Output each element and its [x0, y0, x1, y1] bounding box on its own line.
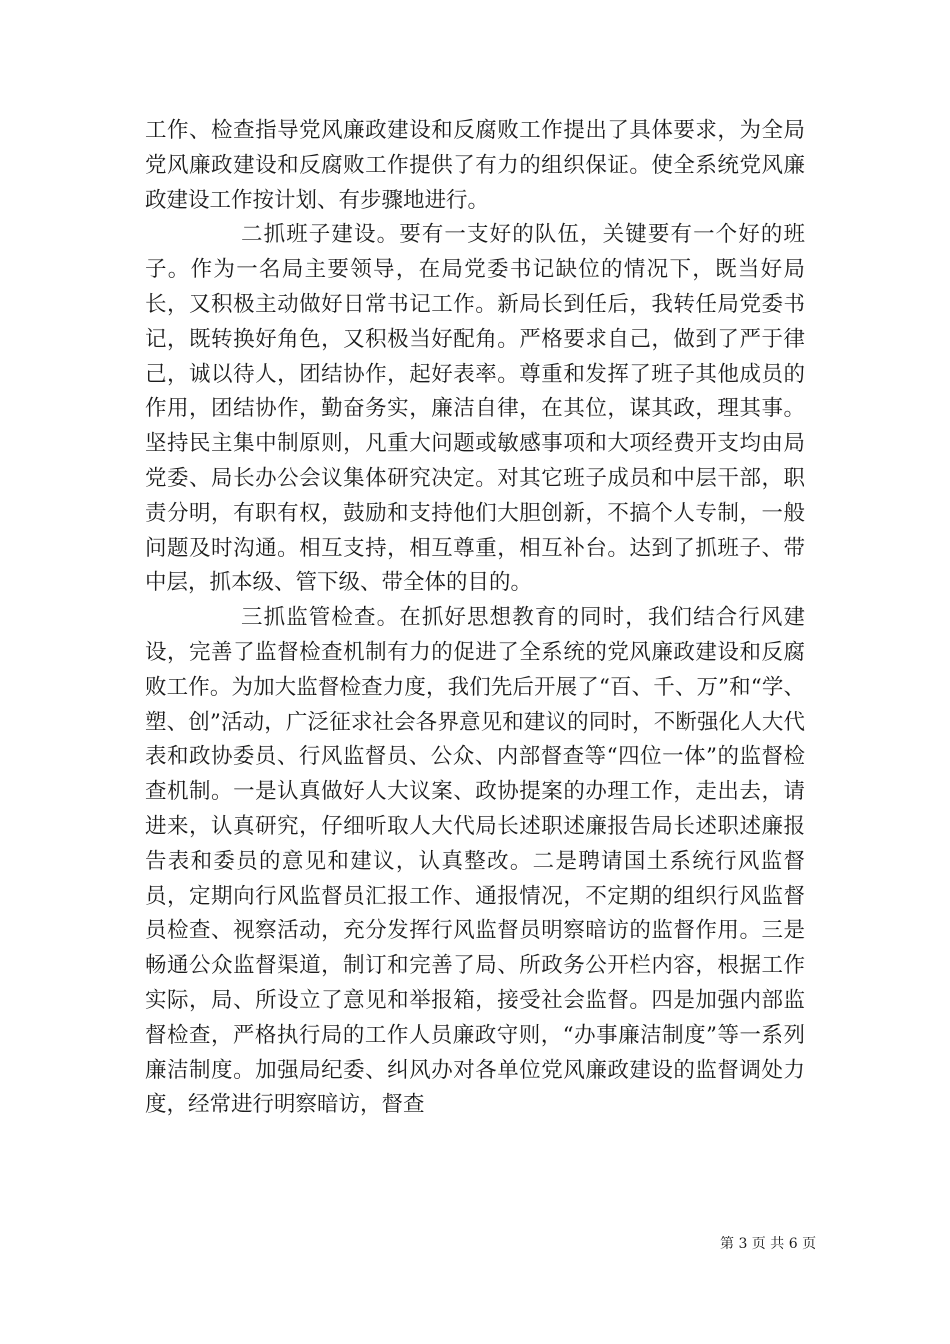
document-body: [145, 114, 805, 1123]
paragraph-team-building: 二抓班子建设。要有一支好的队伍，关键要有一个好的班子。作为一名局主要领导，在局党委书记缺位的情况下，既当好局长，又积极主动做好日常书记工作。新局长到任后，我转任局党委书记，既转换好角色，又积极当好配角。严格要求自己，做到了严于律己，诚以待人，团结协作，起好表率。尊重和发挥了班子其他成员的作用，团结协作，勤奋务实，廉洁自律，在其位，谋其政，理其事。坚持民主集中制原则，凡重大问题或敏感事项和大项经费开支均由局党委、局长办公会议集体研究决定。对其它班子成员和中层干部，职责分明，有职有权，鼓励和支持他们大胆创新，不搞个人专制，一般问题及时沟通。相互支持，相互尊重，相互补台。达到了抓班子、带中层，抓本级、管下级、带全体的目的。: [145, 222, 805, 596]
paragraph-continuation: 工作、检查指导党风廉政建设和反腐败工作提出了具体要求，为全局党风廉政建设和反腐败工作提供了有力的组织保证。使全系统党风廉政建设工作按计划、有步骤地进行。: [145, 118, 805, 213]
page-number-footer: 第 3 页 共 6 页: [720, 1236, 817, 1252]
paragraph-supervision: 三抓监管检查。在抓好思想教育的同时，我们结合行风建设，完善了监督检查机制有力的促进了全系统的党风廉政建设和反腐败工作。为加大监督检查力度，我们先后开展了“百、千、万”和“学、塑、创”活动，广泛征求社会各界意见和建议的同时，不断强化人大代表和政协委员、行风监督员、公众、内部督查等“四位一体”的监督检查机制。一是认真做好人大议案、政协提案的办理工作，走出去，请进来，认真研究，仔细听取人大代局长述职述廉报告局长述职述廉报告表和委员的意见和建议，认真整改。二是聘请国土系统行风监督员，定期向行风监督员汇报工作、通报情况，不定期的组织行风监督员检查、视察活动，充分发挥行风监督员明察暗访的监督作用。三是畅通公众监督渠道，制订和完善了局、所政务公开栏内容，根据工作实际，局、所设立了意见和举报箱，接受社会监督。四是加强内部监督检查，严格执行局的工作人员廉政守则，“办事廉洁制度”等一系列廉洁制度。加强局纪委、纠风办对各单位党风廉政建设的监督调处力度，经常进行明察暗访，督查: [145, 605, 805, 1118]
